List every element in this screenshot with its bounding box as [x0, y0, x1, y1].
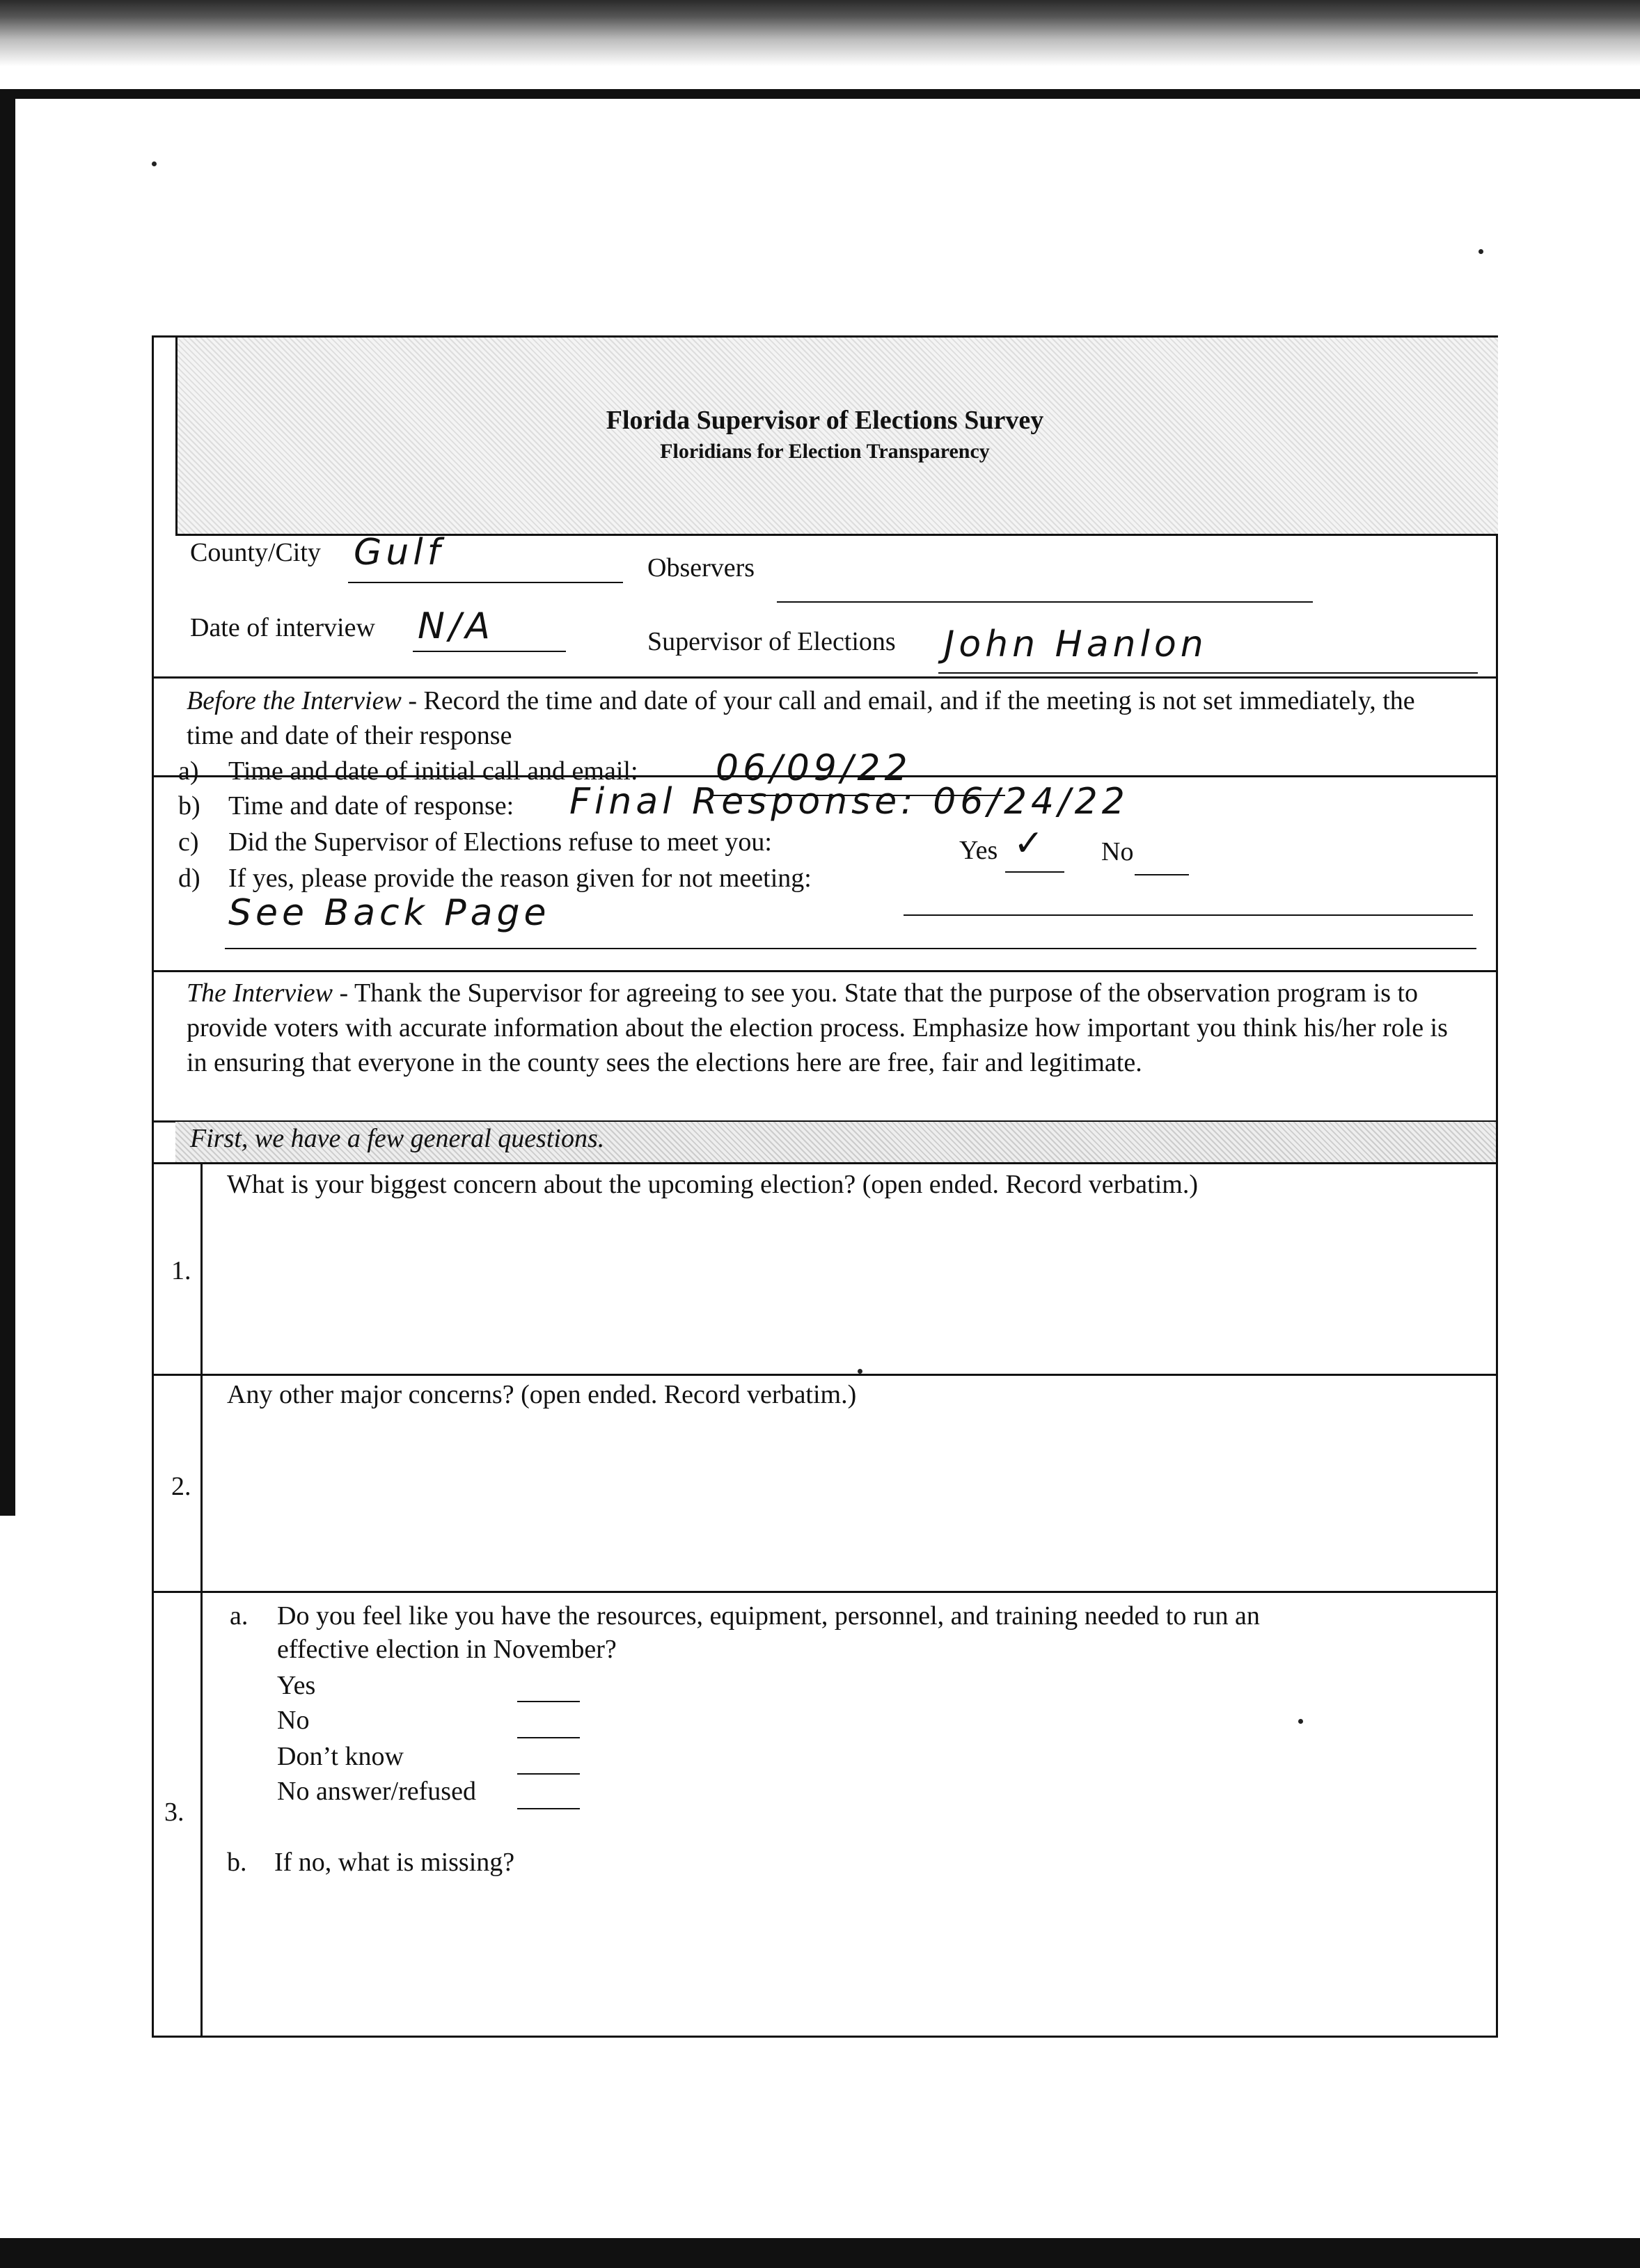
question-3-number: 3. [164, 1798, 184, 1827]
question-3a-marker: a. [230, 1601, 249, 1631]
date-of-interview-value[interactable]: N/A [418, 605, 494, 647]
refusal-reason-value[interactable]: See Back Page [228, 892, 551, 934]
option-yes-blank[interactable] [517, 1701, 580, 1702]
supervisor-underline [938, 672, 1478, 674]
item-b-marker: b) [178, 791, 200, 820]
question-1-number: 1. [171, 1256, 191, 1285]
item-a-marker: a) [178, 756, 199, 786]
scan-border-bottom [0, 2238, 1640, 2268]
interview-instruction [187, 976, 1467, 1080]
item-b-label: Time and date of response: [228, 791, 514, 820]
scan-border-left [0, 89, 15, 1516]
scan-border-top [0, 89, 1640, 99]
option-dont-know-blank[interactable] [517, 1773, 580, 1775]
question-number-divider [200, 1162, 203, 2038]
option-no-answer-blank[interactable] [517, 1808, 580, 1809]
section-divider [152, 676, 1498, 679]
refuse-yes-blank[interactable] [1005, 871, 1064, 873]
option-no-label: No [277, 1706, 310, 1735]
checkmark-icon: ✓ [1014, 823, 1044, 864]
before-interview-heading: Before the Interview [187, 686, 402, 715]
question-1-text: What is your biggest concern about the upcoming election? (open ended. Record verbatim.) [227, 1170, 1198, 1199]
date-of-interview-label: Date of interview [190, 613, 375, 642]
reason-underline-1 [904, 914, 1473, 916]
refuse-no-label: No [1101, 837, 1134, 866]
question-2-text: Any other major concerns? (open ended. Record verbatim.) [227, 1380, 857, 1409]
interview-heading: The Interview [187, 978, 333, 1008]
before-interview-text: - Record the time and date of your call and email, and if the meeting is not set immediately, the time and date of their response [187, 686, 1415, 750]
observers-label: Observers [647, 553, 755, 582]
reason-underline-2 [225, 948, 1476, 949]
item-d-marker: d) [178, 864, 200, 893]
county-value[interactable]: Gulf [354, 532, 445, 573]
supervisor-value[interactable]: John Hanlon [944, 624, 1208, 665]
refuse-no-blank[interactable] [1135, 874, 1189, 875]
option-no-answer-label: No answer/refused [277, 1777, 476, 1806]
general-questions-heading: First, we have a few general questions. [190, 1124, 605, 1153]
item-d-label: If yes, please provide the reason given for not meeting: [228, 864, 812, 893]
question-divider [152, 1374, 1498, 1376]
survey-form [152, 335, 1498, 2038]
refuse-yes-label: Yes [959, 836, 998, 865]
option-dont-know-label: Don’t know [277, 1742, 404, 1771]
option-no-blank[interactable] [517, 1737, 580, 1738]
observers-underline [777, 601, 1313, 603]
section-divider [152, 1162, 1498, 1164]
county-underline [348, 582, 623, 583]
response-date-value[interactable]: Final Response: 06/24/22 [569, 781, 1129, 823]
question-3a-line-2: effective election in November? [277, 1635, 617, 1664]
item-c-marker: c) [178, 827, 199, 857]
form-title: Florida Supervisor of Elections Survey [606, 406, 1044, 435]
scan-speck [1479, 249, 1483, 254]
form-subtitle: Floridians for Election Transparency [660, 440, 990, 463]
option-yes-label: Yes [277, 1671, 316, 1700]
question-3a-line-1: Do you feel like you have the resources, equipment, personnel, and training needed to run an [277, 1601, 1260, 1631]
scan-edge-top [0, 0, 1640, 66]
item-a-label: Time and date of initial call and email: [228, 756, 638, 786]
question-3b-marker: b. [227, 1848, 247, 1877]
interview-text: - Thank the Supervisor for agreeing to see you. State that the purpose of the observation program is to provide voters with accurate information about the election process. Emphasize how important you think his/her role is in ensuring that everyone in the county sees the elections here are free, fair and legitimate. [187, 978, 1448, 1077]
supervisor-label: Supervisor of Elections [647, 627, 896, 656]
initial-contact-date-value[interactable]: 06/09/22 [716, 747, 912, 789]
scan-speck [152, 161, 157, 166]
county-label: County/City [190, 538, 321, 567]
question-2-number: 2. [171, 1472, 191, 1501]
question-divider [152, 1591, 1498, 1593]
before-interview-instruction [187, 683, 1467, 753]
form-header [175, 338, 1498, 536]
date-underline [413, 651, 566, 652]
question-3b-text: If no, what is missing? [274, 1848, 515, 1877]
section-divider [152, 970, 1498, 972]
item-c-label: Did the Supervisor of Elections refuse to meet you: [228, 827, 772, 857]
